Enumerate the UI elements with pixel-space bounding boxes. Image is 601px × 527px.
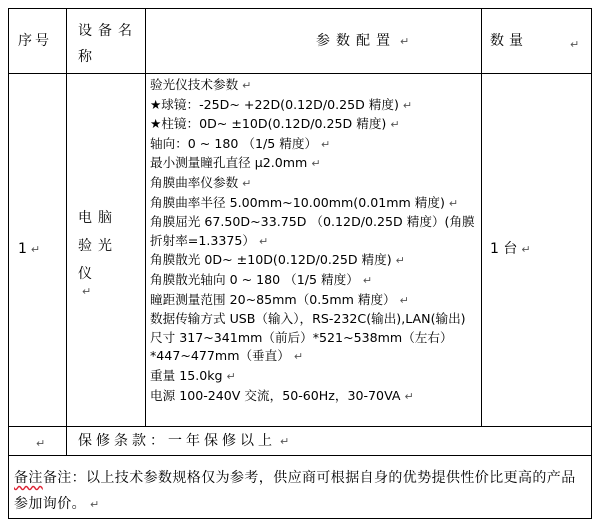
row-device-name: 电脑验光仪 [78,210,118,282]
param-line: 折射率=1.3375） ↵ [150,232,269,248]
warranty-index-mark: ↵ [36,437,46,450]
param-line: 角膜曲率仪参数 ↵ [150,174,252,190]
warranty-terms: 保修条款：一年保修以上 ↵ [78,433,294,449]
param-line: 最小测量瞳孔直径 μ2.0mm ↵ [150,155,321,171]
param-line: 瞳距测量范围 20~85mm（0.5mm 精度） ↵ [150,291,409,307]
note-bottom-border [8,518,592,519]
param-line: 数据传输方式 USB（输入），RS-232C(输出),LAN(输出) [150,311,466,327]
header-bottom-border [8,73,592,74]
header-index: 序号 [18,33,52,49]
param-line: 角膜曲率半径 5.00mm~10.00mm(0.01mm 精度) ↵ [150,194,459,210]
table-top-border [8,8,592,9]
col-divider-index [66,8,67,456]
param-line: 重量 15.0kg ↵ [150,367,236,383]
warranty-bottom-border [8,455,592,456]
remarks-note: 备注备注：以上技术参数规格仅为参考，供应商可根据自身的优势提供性价比更高的产品参加询价。 ↵ [14,470,576,512]
header-quantity: 数量 [490,33,528,49]
param-line: 角膜散光 0D~ ±10D(0.12D/0.25D 精度) ↵ [150,252,405,268]
param-line: ★球镜：-25D~ +22D(0.12D/0.25D 精度) ↵ [150,96,413,112]
param-line: 验光仪技术参数 ↵ [150,77,252,92]
table-left-border [8,8,9,519]
param-line: 角膜屈光 67.50D~33.75D （0.12D/0.25D 精度）(角膜 [150,214,475,230]
row-device-mark: ↵ [82,285,92,298]
row-quantity: 1 台 ↵ [490,241,531,257]
header-device-name: 设备名称 [78,23,138,65]
param-line: ★柱镜：0D~ ±10D(0.12D/0.25D 精度) ↵ [150,116,400,132]
header-params: 参数配置 ↵ [316,33,416,49]
remarks-prefix: 备注 [14,470,43,486]
col-divider-params [481,8,482,427]
param-line: 轴向：0 ~ 180 （1/5 精度） ↵ [150,135,331,151]
param-line: 角膜散光轴向 0 ~ 180 （1/5 精度） ↵ [150,271,373,287]
row-bottom-border [8,426,592,427]
param-line: *447~477mm（垂直） ↵ [150,348,304,364]
param-list [150,76,480,406]
param-line: 尺寸 317~341mm（前后）*521~538mm（左右） [150,329,453,345]
remarks-text: 备注：以上技术参数规格仅为参考，供应商可根据自身的优势提供性价比更高的产品参加询价。 [14,470,576,512]
col-divider-device [145,8,146,427]
param-line: 电源 100-240V 交流，50-60Hz，30-70VA ↵ [150,387,414,403]
row-index: 1 ↵ [18,241,41,257]
header-mark: ↵ [570,38,580,51]
table-right-border [591,8,592,519]
